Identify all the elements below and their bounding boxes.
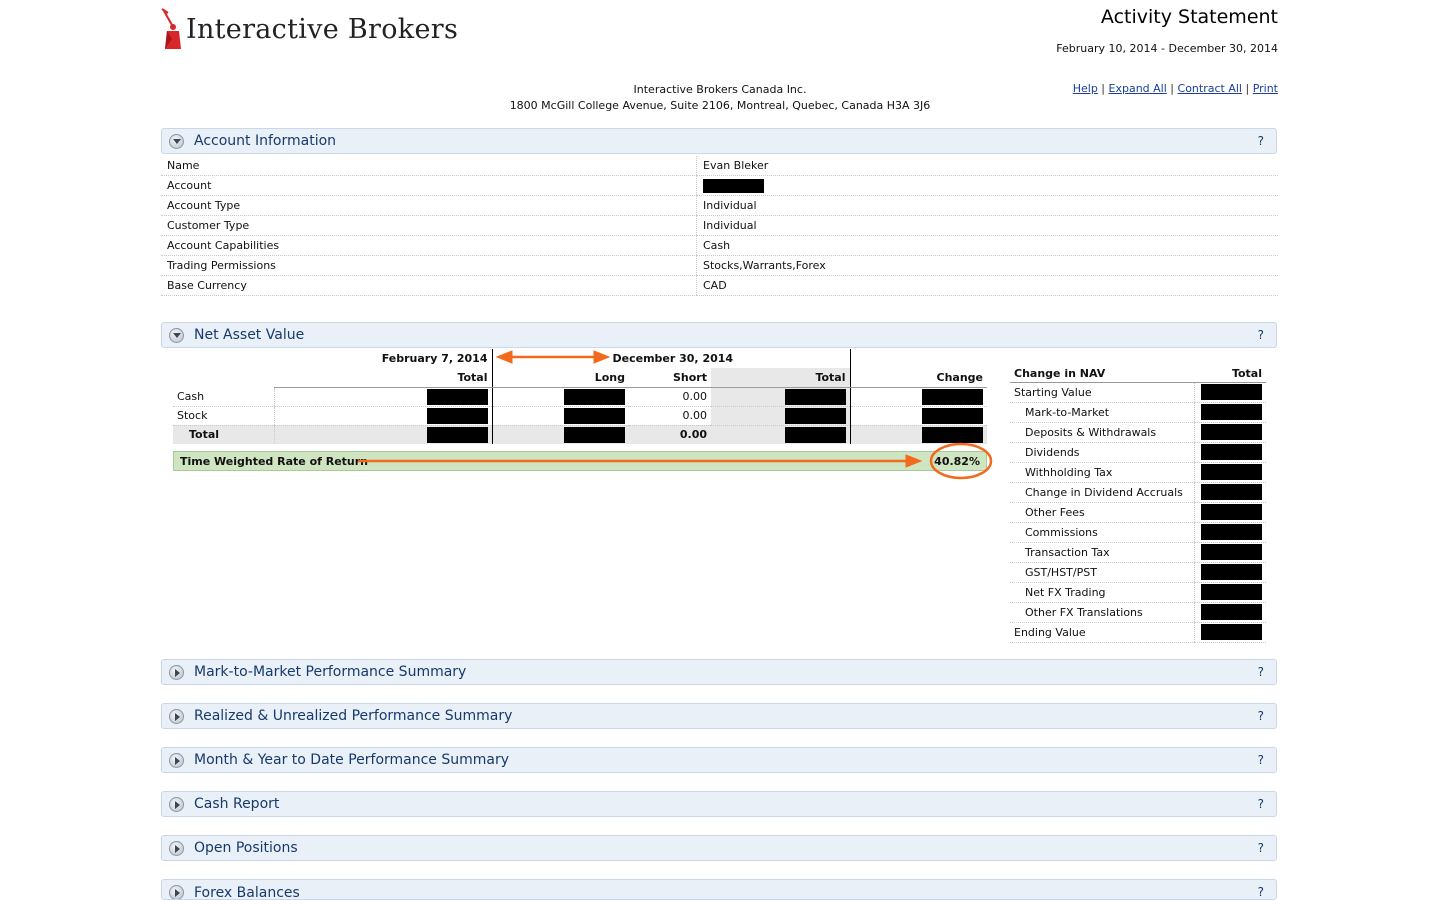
row-label: Account Type [161,196,697,216]
cell-total [1194,622,1266,642]
help-icon[interactable]: ? [1257,709,1264,723]
row-value: Individual [697,196,1279,216]
ib-logo [160,6,458,52]
help-icon[interactable]: ? [1257,753,1264,767]
cell-long [492,425,629,444]
cell-total [1194,502,1266,522]
table-row [1010,582,1266,602]
row-label: GST/HST/PST [1010,562,1194,582]
page-title: Activity Statement [1100,6,1278,28]
section-open-positions[interactable] [161,835,1277,861]
section-title: Month & Year to Date Performance Summary [194,752,510,768]
cell-short: 0.00 [629,406,711,425]
table-row [1010,422,1266,442]
row-value: Evan Bleker [697,156,1279,176]
redacted-block [1201,604,1262,620]
section-title: Open Positions [194,840,298,856]
row-label: Starting Value [1010,382,1194,402]
broker-name: Interactive Brokers Canada Inc. [633,83,807,96]
row-label: Other Fees [1010,502,1194,522]
redacted-block [564,389,625,405]
section-title: Mark-to-Market Performance Summary [194,664,467,680]
cell-long [492,406,629,425]
cell-total [711,387,850,406]
contract-all-link[interactable]: Contract All [1177,82,1242,95]
section-realized-unrealized-summary[interactable] [161,703,1277,729]
table-row [161,176,1278,196]
row-value: Cash [697,236,1279,256]
link-separator: | [1245,82,1250,95]
table-row [1010,462,1266,482]
expand-icon[interactable] [169,753,184,768]
redacted-block [922,408,983,424]
cell-total [1194,562,1266,582]
cell-change [850,387,987,406]
section-net-asset-value[interactable] [161,322,1277,348]
redacted-block [1201,624,1262,640]
section-title: Account Information [194,133,337,149]
row-label: Stock [173,406,274,425]
redacted-block [785,389,846,405]
row-label: Name [161,156,697,176]
row-label: Total [173,425,274,444]
redacted-block [1201,524,1262,540]
expand-icon[interactable] [169,797,184,812]
redacted-block [1201,504,1262,520]
cell-short: 0.00 [629,387,711,406]
help-icon[interactable]: ? [1257,885,1264,899]
col-header-total: Total [1194,366,1266,382]
row-label: Dividends [1010,442,1194,462]
table-row [1010,602,1266,622]
table-row [161,256,1278,276]
redacted-block [1201,484,1262,500]
redacted-block [1201,384,1262,400]
redacted-block [1201,424,1262,440]
redacted-block [922,427,983,443]
row-label: Net FX Trading [1010,582,1194,602]
row-label: Customer Type [161,216,697,236]
cell-total [711,406,850,425]
cell-total [1194,522,1266,542]
table-row [161,196,1278,216]
col-header-total: Total [711,368,850,387]
collapse-icon[interactable] [169,328,184,343]
table-row [161,156,1278,176]
col-header-change: Change [850,368,987,387]
expand-all-link[interactable]: Expand All [1108,82,1167,95]
print-link[interactable]: Print [1252,82,1278,95]
redacted-block [427,408,488,424]
row-label: Account [161,176,697,196]
cell-total [274,425,492,444]
table-row [1010,502,1266,522]
redacted-block [1201,444,1262,460]
cell-long [492,387,629,406]
help-icon[interactable]: ? [1257,328,1264,342]
row-value: Stocks,Warrants,Forex [697,256,1279,276]
redacted-block [785,408,846,424]
redacted-block [427,389,488,405]
twr-label: Time Weighted Rate of Return [180,455,369,468]
cell-total [1194,382,1266,402]
logo-mark-icon [160,7,184,51]
table-row [161,236,1278,256]
row-value [697,176,1279,196]
cell-total [1194,422,1266,442]
help-icon[interactable]: ? [1257,841,1264,855]
row-label: Deposits & Withdrawals [1010,422,1194,442]
help-link[interactable]: Help [1072,82,1098,95]
table-row [161,276,1278,296]
help-icon[interactable]: ? [1257,134,1264,148]
table-row [1010,522,1266,542]
twr-value: 40.82% [934,455,980,468]
section-title: Net Asset Value [194,327,305,343]
table-row [1010,382,1266,402]
cell-change [850,425,987,444]
top-links [1073,82,1278,95]
brand-name: Interactive Brokers [186,13,459,45]
cell-total [1194,462,1266,482]
row-label: Ending Value [1010,622,1194,642]
cell-total [1194,542,1266,562]
cell-short: 0.00 [629,425,711,444]
col-header-long: Long [492,368,629,387]
redacted-block [703,179,764,193]
row-label: Commissions [1010,522,1194,542]
section-mtm-performance-summary[interactable] [161,659,1277,685]
change-in-nav-table [1010,366,1266,643]
expand-icon[interactable] [169,709,184,724]
row-label: Other FX Translations [1010,602,1194,622]
cell-total [1194,582,1266,602]
redacted-block [1201,404,1262,420]
redacted-block [564,408,625,424]
row-label: Transaction Tax [1010,542,1194,562]
cell-total [711,425,850,444]
redacted-block [1201,564,1262,580]
redacted-block [1201,584,1262,600]
table-row [161,216,1278,236]
row-label: Withholding Tax [1010,462,1194,482]
nav-end-date: December 30, 2014 [492,349,850,368]
table-row [1010,442,1266,462]
table-row [1010,482,1266,502]
redacted-block [922,389,983,405]
twr-row [173,451,987,471]
cell-total [1194,442,1266,462]
cell-total [1194,402,1266,422]
row-value: Individual [697,216,1279,236]
expand-icon[interactable] [169,885,184,900]
table-row [173,406,987,425]
section-cash-report[interactable] [161,791,1277,817]
redacted-block [564,427,625,443]
statement-period: February 10, 2014 - December 30, 2014 [1056,42,1278,55]
row-label: Mark-to-Market [1010,402,1194,422]
account-info-table [161,156,1278,296]
cell-total [1194,482,1266,502]
section-account-information[interactable] [161,128,1277,154]
section-title: Cash Report [194,796,280,812]
nav-table [173,349,987,444]
row-label: Cash [173,387,274,406]
cell-change [850,406,987,425]
section-title: Forex Balances [194,885,300,900]
col-header-total: Total [274,368,492,387]
link-separator: | [1170,82,1175,95]
nav-start-date: February 7, 2014 [381,352,488,365]
table-row [1010,402,1266,422]
row-label: Trading Permissions [161,256,697,276]
help-icon[interactable]: ? [1257,665,1264,679]
row-label: Base Currency [161,276,697,296]
redacted-block [785,427,846,443]
help-icon[interactable]: ? [1257,797,1264,811]
redacted-block [1201,544,1262,560]
col-header-change-in-nav: Change in NAV [1010,366,1194,382]
expand-icon[interactable] [169,665,184,680]
cell-total [274,406,492,425]
table-row-total [173,425,987,444]
row-value: CAD [697,276,1279,296]
col-header-short: Short [629,368,711,387]
table-row [1010,542,1266,562]
redacted-block [1201,464,1262,480]
statement-title-block [1056,6,1278,55]
link-separator: | [1101,82,1106,95]
section-forex-balances[interactable] [161,879,1277,900]
table-row [173,387,987,406]
table-row [1010,622,1266,642]
collapse-icon[interactable] [169,134,184,149]
cell-total [1194,602,1266,622]
cell-total [274,387,492,406]
expand-icon[interactable] [169,841,184,856]
table-row [1010,562,1266,582]
row-label: Change in Dividend Accruals [1010,482,1194,502]
section-month-year-summary[interactable] [161,747,1277,773]
section-title: Realized & Unrealized Performance Summary [194,708,513,724]
redacted-block [427,427,488,443]
broker-address: 1800 McGill College Avenue, Suite 2106, Montreal, Quebec, Canada H3A 3J6 [509,99,931,112]
row-label: Account Capabilities [161,236,697,256]
